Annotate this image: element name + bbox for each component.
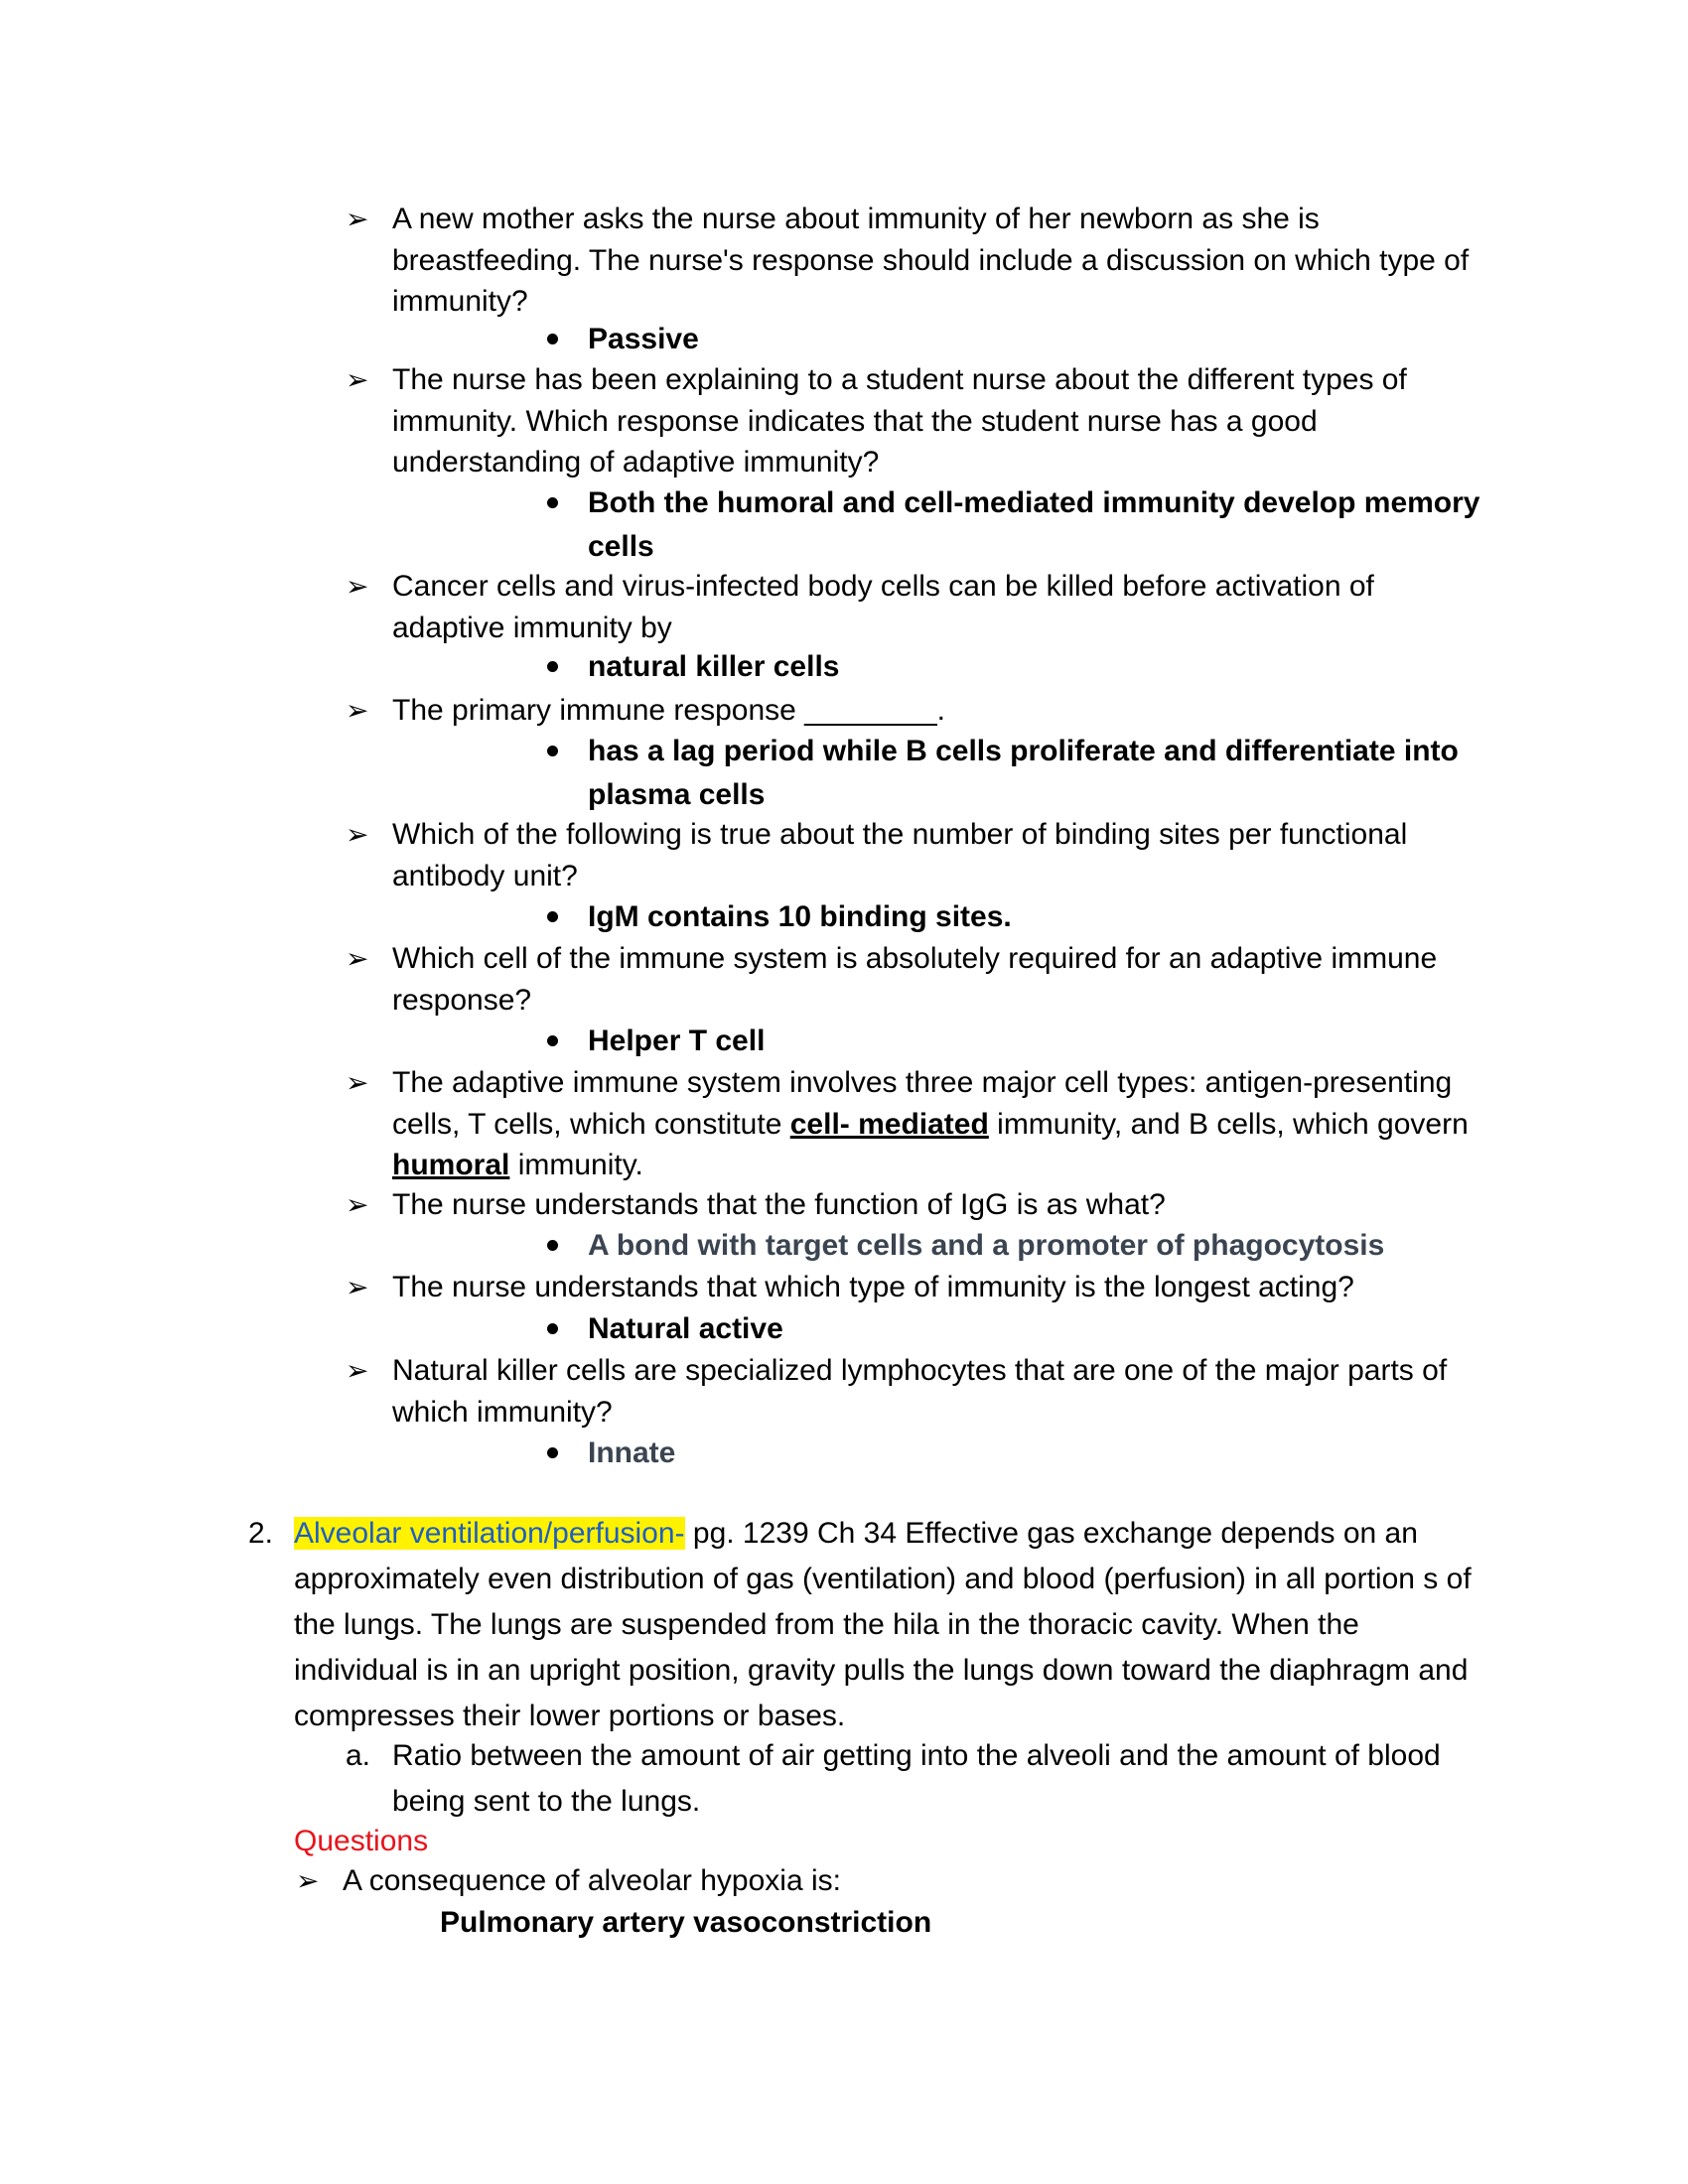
answer-5: [588, 895, 1481, 939]
arrow-bullet-icon: ➢: [346, 1272, 369, 1302]
answer-text: IgM contains 10 binding sites.: [588, 900, 1012, 933]
question-text: Cancer cells and virus-infected body cells can be killed before activation of adaptive immunity by: [392, 570, 1374, 644]
section-number: 2.: [248, 1517, 274, 1550]
bullet-dot-icon: [547, 1323, 558, 1334]
question-text: Which of the following is true about the number of binding sites per functional antibody unit?: [392, 818, 1408, 892]
question-text: Natural killer cells are specialized lymphocytes that are one of the major parts of which immunity?: [392, 1354, 1448, 1429]
answer-text: Innate: [588, 1436, 676, 1469]
section-2-answer: Pulmonary artery vasoconstriction: [440, 1906, 932, 1939]
question-2: [346, 359, 1494, 483]
question-text: A new mother asks the nurse about immunity of her newborn as she is breastfeeding. The nurse's response should include a discussion on which type of immunity?: [392, 203, 1470, 318]
statement-text-2: immunity, and B cells, which govern: [988, 1107, 1469, 1141]
bullet-dot-icon: [547, 1447, 558, 1458]
arrow-bullet-icon: ➢: [346, 364, 369, 395]
section-body: pg. 1239 Ch 34 Effective gas exchange depends on an approximately even distribution of gas (ventilation) and blood (perfusion) in all portion s of the lungs. The lungs are suspended from the hila in the thoracic cavity. When the individual is in an upright position, gravity pulls the lungs down toward the diaphragm and compresses their lower portions or bases.: [294, 1517, 1472, 1732]
arrow-bullet-icon: ➢: [346, 1355, 369, 1386]
bullet-dot-icon: [547, 1035, 558, 1046]
sub-item-text: Ratio between the amount of air getting into the alveoli and the amount of blood being sent to the lungs.: [392, 1739, 1441, 1818]
question-9: [346, 1267, 1494, 1308]
statement-7: [346, 1062, 1494, 1186]
question-4: [346, 690, 1494, 732]
question-text: Which cell of the immune system is absolutely required for an adaptive immune response?: [392, 942, 1438, 1017]
humoral-term: humoral: [392, 1149, 510, 1181]
answer-9: [588, 1307, 1481, 1351]
question-text: The nurse understands that the function of IgG is as what?: [392, 1188, 1166, 1221]
answer-2: [588, 481, 1481, 569]
arrow-bullet-icon: ➢: [346, 1189, 369, 1220]
answer-4: [588, 730, 1481, 817]
answer-1: [588, 318, 1481, 361]
section-2-question: [296, 1860, 1445, 1901]
question-1: [346, 199, 1494, 323]
arrow-bullet-icon: ➢: [346, 204, 369, 234]
question-text: A consequence of alveolar hypoxia is:: [343, 1864, 841, 1897]
bullet-dot-icon: [547, 746, 558, 756]
answer-text: Natural active: [588, 1312, 783, 1345]
answer-text: Both the humoral and cell-mediated immunity develop memory cells: [588, 486, 1480, 563]
answer-8: [588, 1224, 1481, 1268]
statement-text-1: The adaptive immune system involves three major cell types: antigen-presenting cells, T cells, which constitute: [392, 1066, 1453, 1141]
question-text: The nurse understands that which type of immunity is the longest acting?: [392, 1271, 1354, 1303]
statement-text-3: immunity.: [509, 1149, 643, 1181]
arrow-bullet-icon: ➢: [346, 571, 369, 602]
arrow-bullet-icon: ➢: [296, 1865, 320, 1896]
sub-item-a: [346, 1733, 1494, 1825]
question-text: The primary immune response ________.: [392, 694, 945, 727]
bullet-dot-icon: [547, 911, 558, 922]
question-8: [346, 1184, 1494, 1226]
answer-text: Passive: [588, 323, 699, 355]
section-title-highlight: Alveolar ventilation/perfusion-: [294, 1517, 685, 1550]
answer-3: [588, 645, 1481, 689]
question-6: [346, 938, 1494, 1021]
answer-6: [588, 1020, 1481, 1063]
question-5: [346, 814, 1494, 896]
arrow-bullet-icon: ➢: [346, 819, 369, 850]
answer-text: natural killer cells: [588, 650, 840, 683]
cell-mediated-term: cell- mediated: [789, 1107, 989, 1141]
question-3: [346, 566, 1494, 648]
arrow-bullet-icon: ➢: [346, 1067, 369, 1098]
arrow-bullet-icon: ➢: [346, 695, 369, 726]
answer-text: has a lag period while B cells proliferate and differentiate into plasma cells: [588, 735, 1459, 811]
bullet-dot-icon: [547, 661, 558, 672]
questions-heading: Questions: [294, 1825, 429, 1857]
question-text: The nurse has been explaining to a student nurse about the different types of immunity. Which response indicates that the student nurse has a good understanding of adaptive immunity?: [392, 363, 1407, 478]
answer-10: [588, 1432, 1481, 1475]
arrow-bullet-icon: ➢: [346, 943, 369, 974]
sub-item-label: a.: [346, 1739, 371, 1772]
bullet-dot-icon: [547, 497, 558, 508]
question-10: [346, 1350, 1494, 1433]
bullet-dot-icon: [547, 334, 558, 344]
bullet-dot-icon: [547, 1240, 558, 1251]
answer-text: A bond with target cells and a promoter of phagocytosis: [588, 1229, 1385, 1262]
answer-text: Helper T cell: [588, 1024, 766, 1057]
section-2-paragraph: [248, 1511, 1485, 1739]
